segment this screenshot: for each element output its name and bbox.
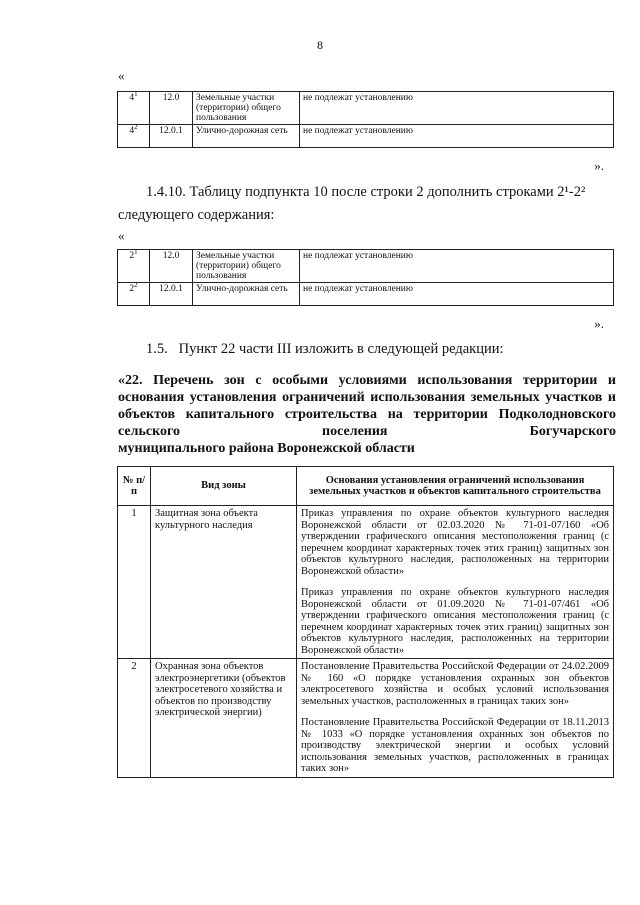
table-row <box>118 506 614 659</box>
table-row <box>118 283 614 306</box>
basis-text: Постановление Правительства Российской Федерации от 18.11.2013 № 1033 «О порядке установления охранных зон объектов по производству электрической энергии и особых условий использования земельных участков, расположенных в границах таких зон» <box>301 717 609 774</box>
row-value: не подлежат установлению <box>300 125 614 148</box>
basis-text: Приказ управления по охране объектов культурного наследия Воронежской области от 02.03.2020 № 71-01-07/160 «Об утверждении графического описания местоположения границ (с перечнем координат характерных точек этих границ) защитных зон объектов культурного наследия, расположенных на территории Воронежской области» <box>301 508 609 577</box>
basis-text: Постановление Правительства Российской Федерации от 24.02.2009 № 160 «О порядке установления охранных зон объектов электросетевого хозяйства и особых условий использования земельных участков, расположенных в границах таких зон» <box>301 661 609 707</box>
header-basis: Основания установления ограничений использования земельных участков и объектов капитального строительства <box>297 467 614 506</box>
table-row <box>118 250 614 283</box>
row-name: Улично-дорожная сеть <box>193 125 300 148</box>
zones-table <box>117 466 614 778</box>
heading-last-line: муниципального района Воронежской области <box>118 441 415 456</box>
row-number: 2 <box>118 659 151 778</box>
header-zone: Вид зоны <box>151 467 297 506</box>
row-code: 12.0 <box>150 92 193 125</box>
section-heading <box>118 372 616 457</box>
table-row <box>118 92 614 125</box>
row-code: 12.0.1 <box>150 125 193 148</box>
basis-text: Приказ управления по охране объектов культурного наследия Воронежской области от 01.09.2020 № 71-01-07/461 «Об утверждении графического описания местоположения границ (с перечнем координат характерных точек этих границ) защитных зон объектов культурного наследия, расположенных на территории Воронежской области» <box>301 587 609 656</box>
row-number: 1 <box>118 506 151 659</box>
row-zone: Охранная зона объектов электроэнергетики (объектов электросетевого хозяйства и объектов по производству электрической энергии) <box>151 659 297 778</box>
open-quote-1: « <box>118 68 125 83</box>
row-basis <box>297 506 614 659</box>
row-code: 12.0.1 <box>150 283 193 306</box>
paragraph-1-5: 1.5. Пункт 22 части III изложить в следующей редакции: <box>146 341 504 357</box>
table-b <box>117 249 614 306</box>
row-name: Улично-дорожная сеть <box>193 283 300 306</box>
row-number: $2^1$ <box>118 250 150 283</box>
heading-text: «22. Перечень зон с особыми условиями использования территории и основания установления ограничений использования земельных участков и объектов капитального строительства на территории Подколодновского сельского поселения Богучарского <box>118 373 616 439</box>
paragraph-1-4-10: 1.4.10. Таблицу подпункта 10 после строки 2 дополнить строками 2¹-2² <box>146 184 586 200</box>
row-name: Земельные участки (территории) общего пользования <box>193 250 300 283</box>
row-value: не подлежат установлению <box>300 250 614 283</box>
row-number: $4^1$ <box>118 92 150 125</box>
table-row <box>118 659 614 778</box>
row-number: $4^2$ <box>118 125 150 148</box>
row-code: 12.0 <box>150 250 193 283</box>
close-quote-2: ». <box>594 316 604 331</box>
table-header-row <box>118 467 614 506</box>
close-quote-1: ». <box>594 158 604 173</box>
row-zone: Защитная зона объекта культурного наследия <box>151 506 297 659</box>
row-basis <box>297 659 614 778</box>
row-number: $2^2$ <box>118 283 150 306</box>
header-number: № п/п <box>118 467 151 506</box>
page-number: 8 <box>317 38 323 52</box>
paragraph-1-4-10-cont: следующего содержания: <box>118 207 275 223</box>
row-value: не подлежат установлению <box>300 283 614 306</box>
table-a <box>117 91 614 148</box>
table-row <box>118 125 614 148</box>
row-name: Земельные участки (территории) общего пользования <box>193 92 300 125</box>
row-value: не подлежат установлению <box>300 92 614 125</box>
open-quote-2: « <box>118 228 125 243</box>
